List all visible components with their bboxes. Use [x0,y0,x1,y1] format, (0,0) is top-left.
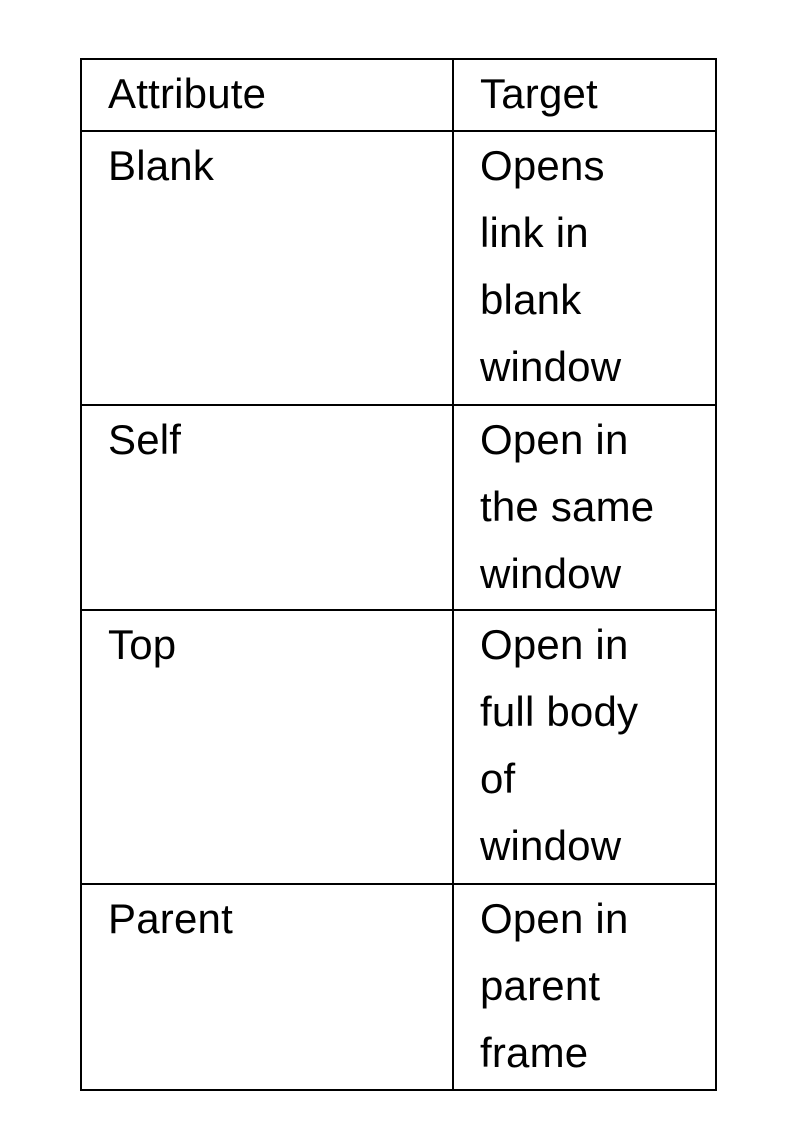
target-cell-parent [453,884,716,1090]
attribute-cell-parent [81,884,453,1090]
target-cell-self [453,405,716,610]
header-attribute-label: Attribute [108,70,267,117]
target-line: Open in [480,621,629,668]
target-line: blank [480,276,582,323]
target-line: Open in [480,416,629,463]
header-cell-target [453,59,716,131]
attribute-target-table [80,58,717,1091]
target-line: full body [480,688,639,735]
target-line: frame [480,1029,589,1076]
target-line: of [480,755,516,802]
target-line: Open in [480,895,629,942]
target-cell-blank [453,131,716,405]
table-row-self [81,405,716,610]
attribute-value: Parent [108,895,233,942]
table-row-blank [81,131,716,405]
attribute-cell-top [81,610,453,884]
attribute-value: Top [108,621,177,668]
target-line: window [480,550,622,597]
target-line: window [480,343,622,390]
target-line: Opens [480,142,605,189]
attribute-target-table-wrapper [80,58,717,1091]
target-line: link in [480,209,589,256]
target-line: parent [480,962,601,1009]
target-line: window [480,822,622,869]
table-row-parent [81,884,716,1090]
header-target-label: Target [480,70,598,117]
attribute-cell-blank [81,131,453,405]
table-header-row [81,59,716,131]
attribute-value: Self [108,416,182,463]
target-cell-top [453,610,716,884]
target-line: the same [480,483,655,530]
table-row-top [81,610,716,884]
attribute-value: Blank [108,142,215,189]
attribute-cell-self [81,405,453,610]
header-cell-attribute [81,59,453,131]
